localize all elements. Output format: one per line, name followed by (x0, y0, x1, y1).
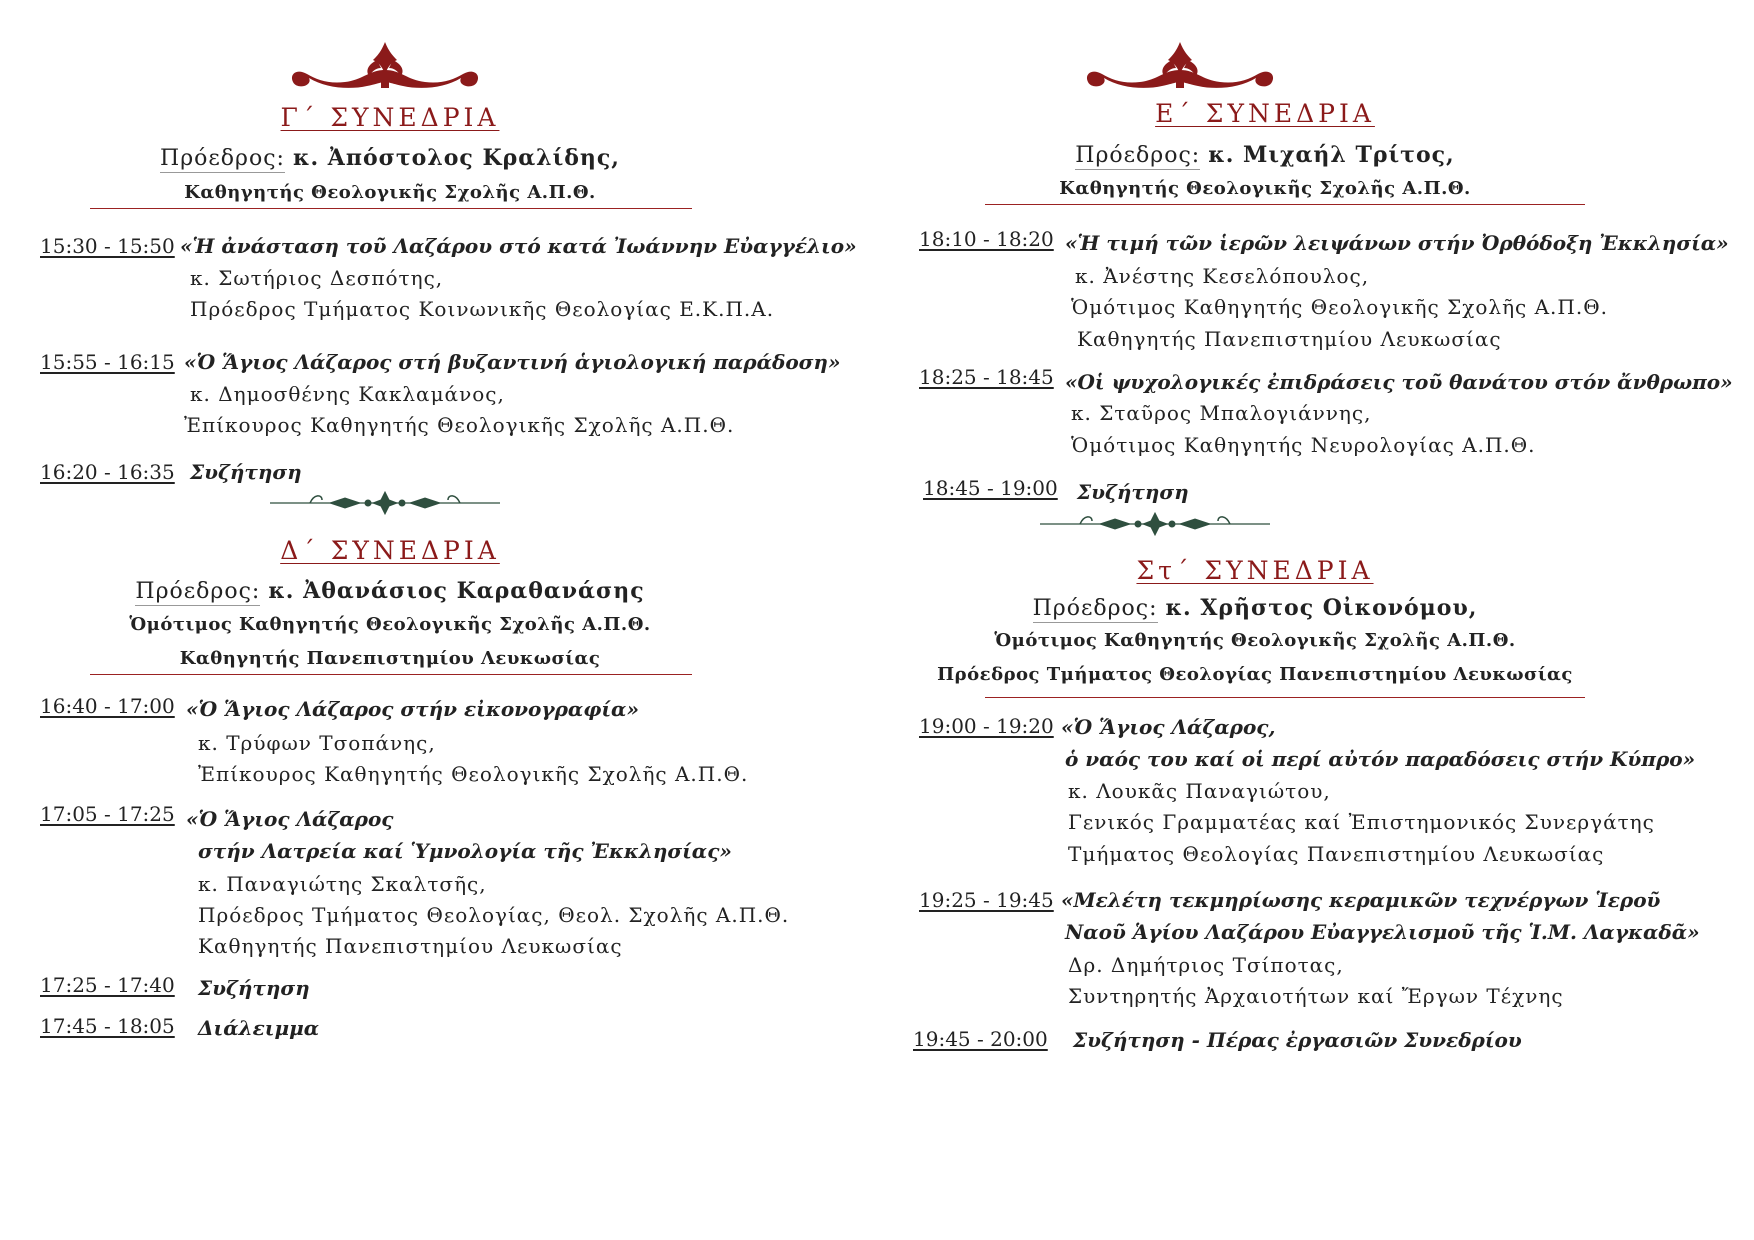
talk-title: «Ὁ Ἅγιος Λάζαρος στήν εἰκονογραφία» (186, 697, 639, 721)
talk-time: 17:25 - 17:40 (40, 973, 175, 997)
president-name: κ. Μιχαήλ Τρίτος, (1208, 142, 1455, 168)
talk-time: 18:25 - 18:45 (919, 365, 1054, 389)
session-title: Γ΄ ΣΥΝΕΔΡΙΑ (280, 103, 500, 132)
talk-time: 19:25 - 19:45 (919, 888, 1054, 912)
talk-title-continued: ὁ ναός του καί οἱ περί αὐτόν παραδόσεις στήν Κύπρο» (1065, 747, 1696, 771)
session-divider (90, 674, 692, 675)
president-label: Πρόεδρος: (1075, 143, 1201, 168)
session-president (915, 595, 1595, 621)
president-name: κ. Χρῆστος Οἰκονόμου, (1165, 595, 1478, 621)
president-affiliation: Ὁμότιμος Καθηγητής Θεολογικῆς Σχολῆς Α.Π.Θ. (129, 614, 651, 635)
talk-time: 16:20 - 16:35 (40, 460, 175, 484)
speaker-name: Δρ. Δημήτριος Τσίποτας, (1068, 953, 1344, 977)
session-president (40, 145, 740, 171)
speaker-affiliation: Καθηγητής Πανεπιστημίου Λευκωσίας (1077, 327, 1502, 351)
president-label: Πρόεδρος: (135, 579, 261, 604)
talk-time: 19:00 - 19:20 (919, 714, 1054, 738)
president-label: Πρόεδρος: (1032, 596, 1158, 621)
session-title: Ε΄ ΣΥΝΕΔΡΙΑ (1155, 99, 1375, 128)
speaker-affiliation: Γενικός Γραμματέας καί Ἐπιστημονικός Συνεργάτης (1068, 810, 1655, 834)
talk-title: «Μελέτη τεκμηρίωσης κεραμικῶν τεχνέργων Ἱεροῦ (1061, 888, 1661, 912)
president-affiliation: Καθηγητής Θεολογικῆς Σχολῆς Α.Π.Θ. (184, 182, 596, 203)
speaker-name: κ. Δημοσθένης Κακλαμάνος, (190, 382, 505, 406)
session-divider (90, 208, 692, 209)
talk-time: 15:30 - 15:50 (40, 234, 175, 258)
speaker-name: κ. Ἀνέστης Κεσελόπουλος, (1075, 264, 1370, 288)
speaker-affiliation: Πρόεδρος Τμήματος Κοινωνικῆς Θεολογίας Ε.Κ.Π.Α. (190, 297, 775, 321)
discussion-label: Συζήτηση (198, 976, 310, 1000)
president-name: κ. Ἀθανάσιος Καραθανάσης (268, 578, 645, 604)
president-affiliation: Καθηγητής Θεολογικῆς Σχολῆς Α.Π.Θ. (1059, 178, 1471, 199)
discussion-label: Συζήτηση - Πέρας ἐργασιῶν Συνεδρίου (1073, 1028, 1522, 1052)
talk-time: 18:45 - 19:00 (923, 476, 1058, 500)
speaker-affiliation: Ἐπίκουρος Καθηγητής Θεολογικῆς Σχολῆς Α.Π.Θ. (198, 762, 749, 786)
talk-time: 17:45 - 18:05 (40, 1014, 175, 1038)
session-president (915, 142, 1615, 168)
speaker-name: κ. Παναγιώτης Σκαλτσῆς, (198, 872, 487, 896)
speaker-affiliation: Καθηγητής Πανεπιστημίου Λευκωσίας (198, 934, 623, 958)
flourish-divider-icon (1040, 511, 1270, 537)
discussion-label: Συζήτηση (190, 460, 302, 484)
speaker-name: κ. Σταῦρος Μπαλογιάννης, (1071, 401, 1372, 425)
speaker-name: κ. Σωτήριος Δεσπότης, (190, 266, 444, 290)
session-title: Δ΄ ΣΥΝΕΔΡΙΑ (280, 536, 500, 565)
crown-ornament-icon (285, 40, 485, 92)
session-title: Στ΄ ΣΥΝΕΔΡΙΑ (1136, 556, 1374, 585)
talk-time: 17:05 - 17:25 (40, 802, 175, 826)
talk-time: 19:45 - 20:00 (913, 1027, 1048, 1051)
president-affiliation: Πρόεδρος Τμήματος Θεολογίας Πανεπιστημίου Λευκωσίας (937, 664, 1573, 685)
discussion-label: Συζήτηση (1077, 480, 1189, 504)
talk-title: «Ὁ Ἅγιος Λάζαρος στή βυζαντινή ἁγιολογική παράδοση» (184, 350, 841, 374)
speaker-affiliation: Συντηρητής Ἀρχαιοτήτων καί Ἔργων Τέχνης (1068, 984, 1564, 1008)
talk-title: «Ἡ ἀνάσταση τοῦ Λαζάρου στό κατά Ἰωάννην Εὐαγγέλιο» (180, 234, 857, 258)
talk-time: 16:40 - 17:00 (40, 694, 175, 718)
president-name: κ. Ἀπόστολος Κραλίδης, (292, 145, 620, 171)
speaker-name: κ. Λουκᾶς Παναγιώτου, (1068, 779, 1331, 803)
president-affiliation: Καθηγητής Πανεπιστημίου Λευκωσίας (179, 648, 601, 669)
talk-title-continued: στήν Λατρεία καί Ὑμνολογία τῆς Ἐκκλησίας» (198, 839, 732, 863)
speaker-affiliation: Πρόεδρος Τμήματος Θεολογίας, Θεολ. Σχολῆς Α.Π.Θ. (198, 903, 790, 927)
talk-title-continued: Ναοῦ Ἁγίου Λαζάρου Εὐαγγελισμοῦ τῆς Ἱ.Μ. Λαγκαδᾶ» (1065, 920, 1700, 944)
crown-ornament-icon (1080, 40, 1280, 92)
speaker-affiliation: Τμήματος Θεολογίας Πανεπιστημίου Λευκωσίας (1068, 842, 1605, 866)
break-label: Διάλειμμα (198, 1016, 320, 1040)
speaker-affiliation: Ὁμότιμος Καθηγητής Θεολογικῆς Σχολῆς Α.Π.Θ. (1071, 295, 1608, 319)
talk-time: 15:55 - 16:15 (40, 350, 175, 374)
talk-title: «Ὁ Ἅγιος Λάζαρος (186, 807, 394, 831)
speaker-affiliation: Ἐπίκουρος Καθηγητής Θεολογικῆς Σχολῆς Α.Π.Θ. (184, 413, 735, 437)
talk-title: «Οἱ ψυχολογικές ἐπιδράσεις τοῦ θανάτου στόν ἄνθρωπο» (1065, 370, 1733, 394)
speaker-affiliation: Ὁμότιμος Καθηγητής Νευρολογίας Α.Π.Θ. (1071, 433, 1536, 457)
talk-title: «Ἡ τιμή τῶν ἱερῶν λειψάνων στήν Ὀρθόδοξη Ἐκκλησία» (1065, 231, 1729, 255)
flourish-divider-icon (270, 490, 500, 516)
session-president (40, 578, 740, 604)
speaker-name: κ. Τρύφων Τσοπάνης, (198, 731, 436, 755)
president-affiliation: Ὁμότιμος Καθηγητής Θεολογικῆς Σχολῆς Α.Π.Θ. (994, 630, 1516, 651)
president-label: Πρόεδρος: (160, 146, 285, 171)
session-divider (985, 697, 1585, 698)
talk-time: 18:10 - 18:20 (919, 227, 1054, 251)
talk-title: «Ὁ Ἅγιος Λάζαρος, (1061, 715, 1276, 739)
session-divider (985, 204, 1585, 205)
